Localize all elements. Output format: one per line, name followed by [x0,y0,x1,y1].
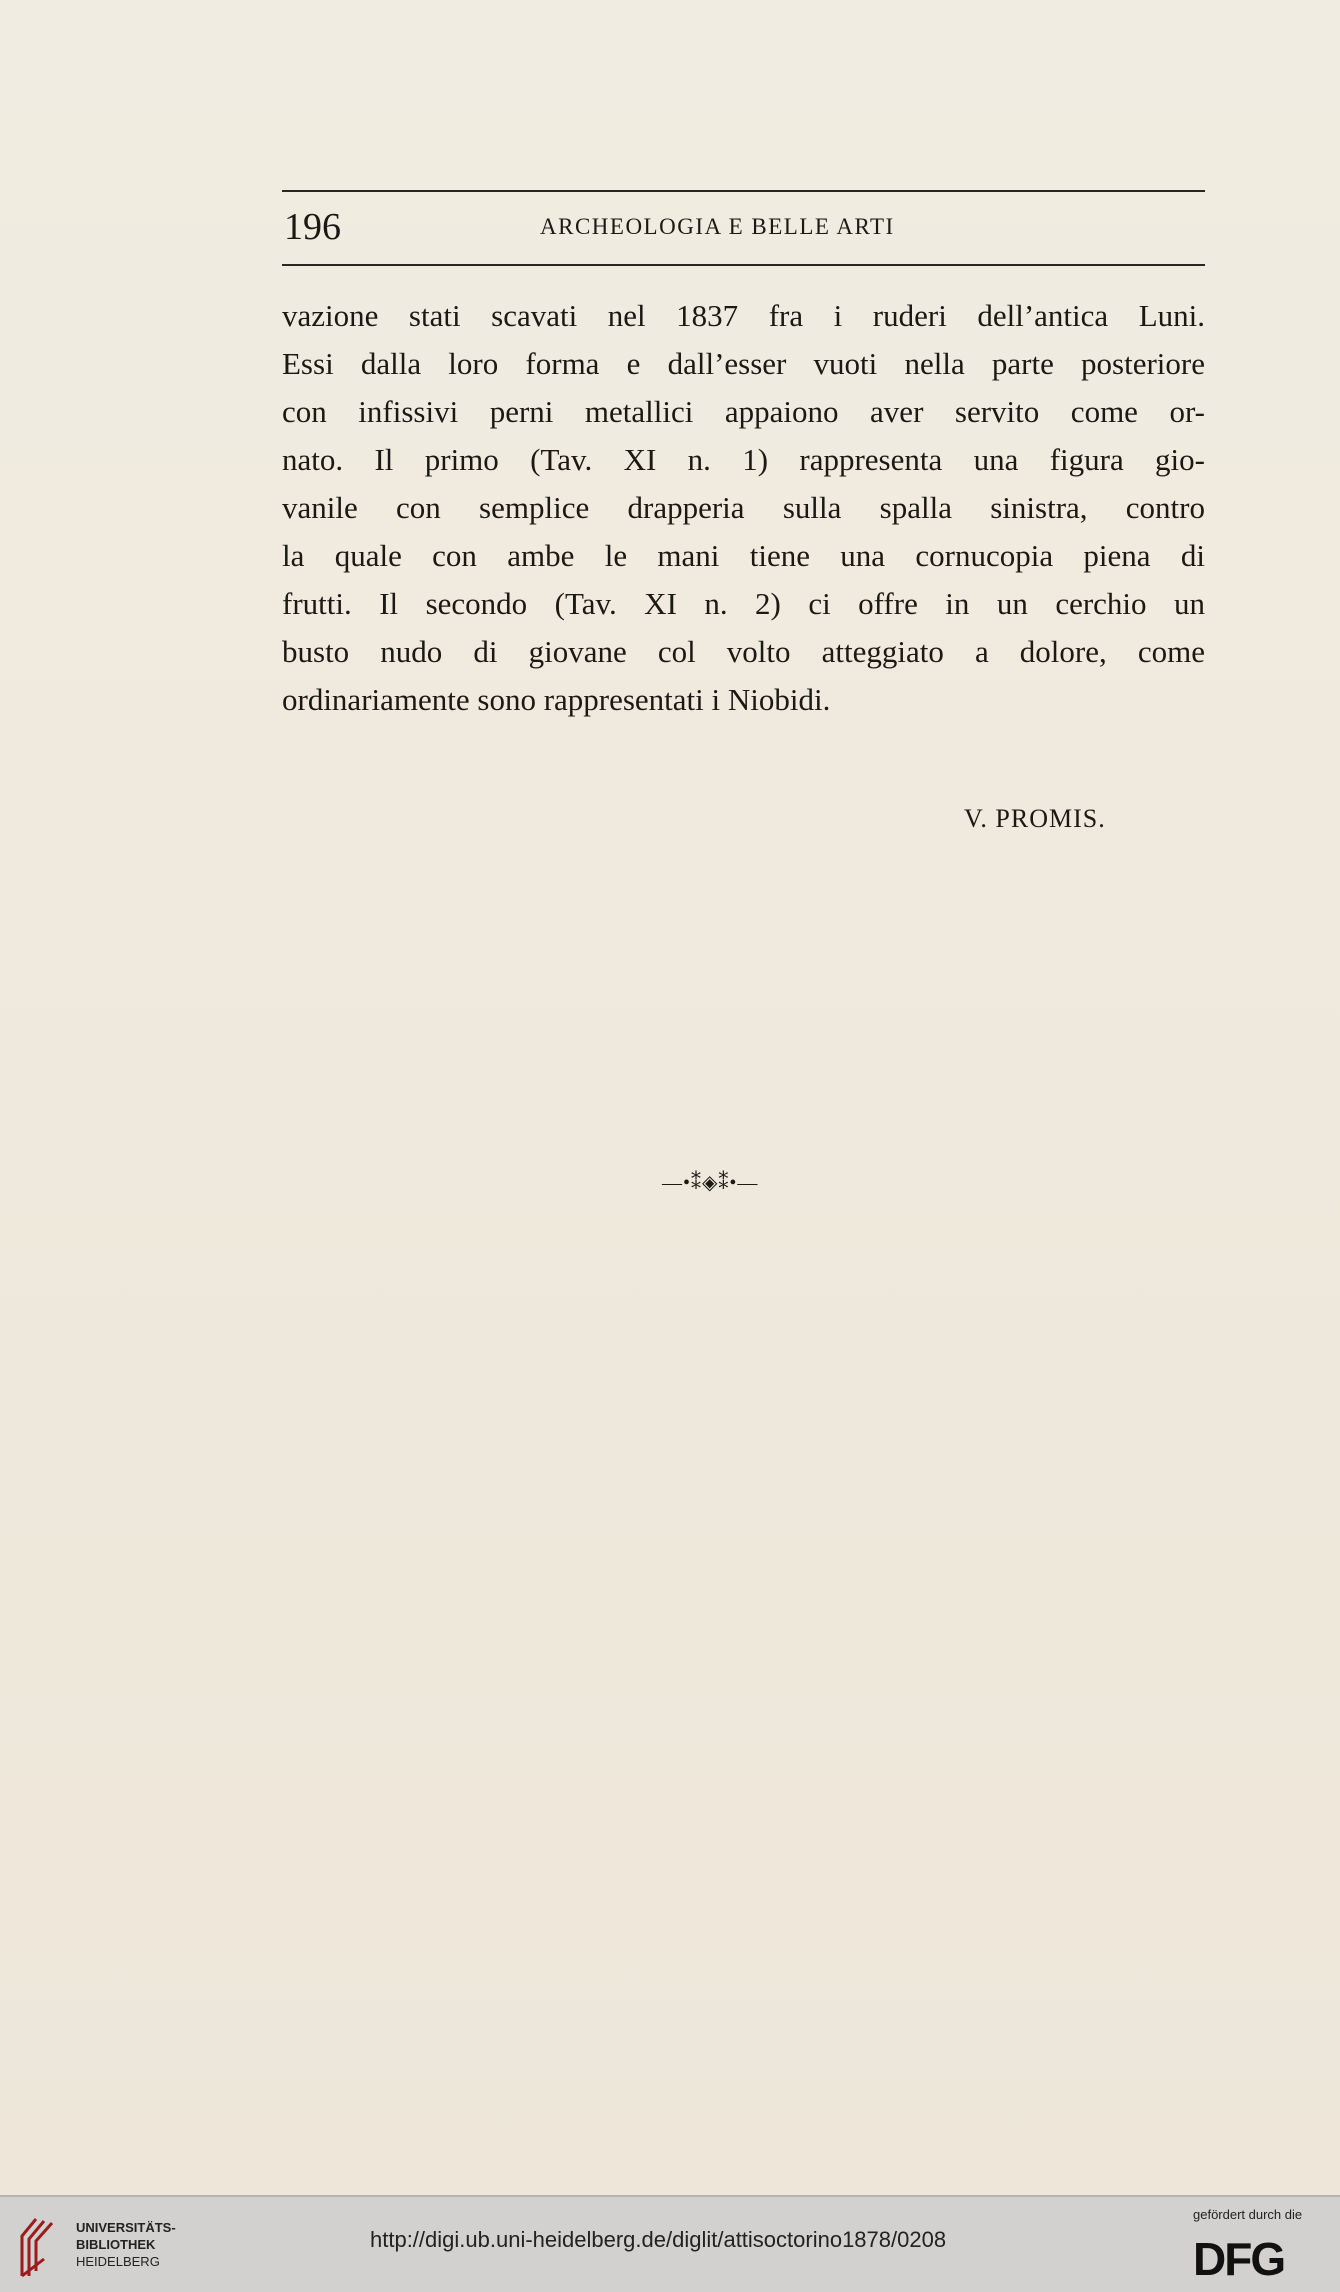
dfg-logo: DFG [1193,2233,1285,2285]
text-line: frutti. Il secondo (Tav. XI n. 2) ci offre in un cerchio un [282,586,1205,621]
body-text [282,292,1205,724]
header-rule-bottom [282,264,1205,266]
text-line: Essi dalla loro forma e dall’esser vuoti nella parte posteriore [282,346,1205,381]
text-line: ordinariamente sono rappresentati i Niobidi. [282,682,831,717]
library-name-line: BIBLIOTHEK [76,2237,156,2252]
funding-text: gefördert durch die [1193,2207,1303,2222]
footer-bar [0,2195,1340,2292]
permalink-url[interactable]: http://digi.ub.uni-heidelberg.de/diglit/attisoctorino1878/0208 [370,2227,947,2252]
author-signature: V. PROMIS. [964,804,1106,833]
ornament-divider: —•⁑◈⁑•— [662,1172,759,1194]
page-number: 196 [284,206,341,248]
running-title: ARCHEOLOGIA E BELLE ARTI [540,214,895,239]
library-name [76,2219,176,2270]
text-line: vazione stati scavati nel 1837 fra i ruderi dell’antica Luni. [282,298,1205,333]
text-line: busto nudo di giovane col volto atteggiato a dolore, come [282,634,1205,669]
header-rule-top [282,190,1205,192]
text-line: la quale con ambe le mani tiene una cornucopia piena di [282,538,1205,573]
text-line: vanile con semplice drapperia sulla spalla sinistra, contro [282,490,1205,525]
library-logo-icon [14,2211,64,2281]
library-name-line: UNIVERSITÄTS- [76,2220,176,2235]
library-name-line: HEIDELBERG [76,2254,160,2269]
text-line: con infissivi perni metallici appaiono aver servito come or- [282,394,1205,429]
text-line: nato. Il primo (Tav. XI n. 1) rappresenta una figura gio- [282,442,1205,477]
